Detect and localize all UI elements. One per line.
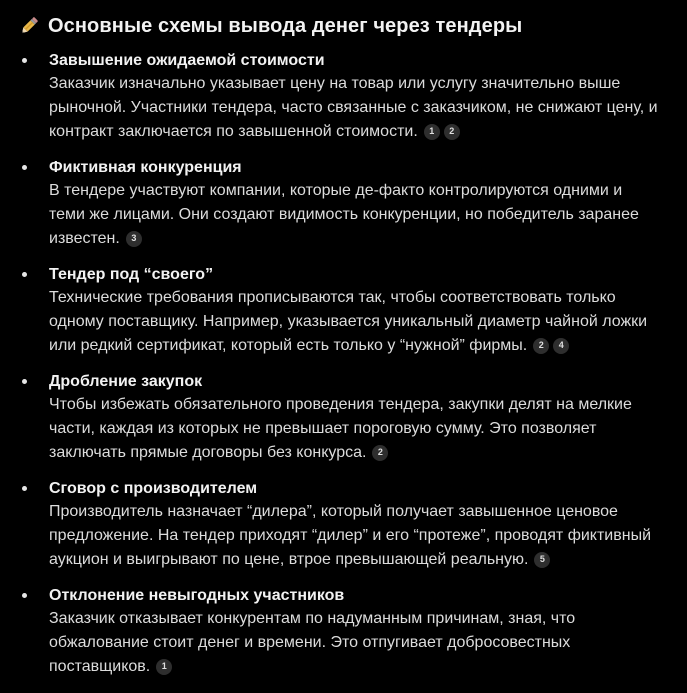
citation-badge[interactable]: 2 [372, 445, 388, 461]
item-description [49, 72, 659, 144]
item-title: Тендер под “своего” [49, 266, 214, 283]
item-title: Дробление закупок [49, 373, 203, 390]
citation-group [372, 445, 388, 461]
citation-group [156, 659, 172, 675]
citation-badge[interactable]: 2 [444, 124, 460, 140]
item-description [49, 607, 659, 679]
section-header [18, 12, 675, 40]
section-title: Основные схемы вывода денег через тендеры [48, 14, 523, 37]
item-description-text: Производитель назначает “дилера”, который получает завышенное ценовое предложение. На тендер приходят “дилер” и его “протеже”, проводят фиктивный аукцион и выигрывают по цене, втрое превышающей реальную. [49, 503, 652, 568]
citation-badge[interactable]: 1 [424, 124, 440, 140]
citation-group [533, 338, 569, 354]
bullet-icon [22, 272, 27, 277]
citation-badge[interactable]: 5 [534, 552, 550, 568]
item-title: Сговор с производителем [49, 480, 258, 497]
item-description-text: Заказчик отказывает конкурентам по надуманным причинам, зная, что обжалование стоит денег и времени. Это отпугивает добросовестных поставщиков. [49, 610, 576, 675]
item-description-text: Чтобы избежать обязательного проведения тендера, закупки делят на мелкие части, каждая из которых не превышает пороговую сумму. Это позволяет заключать прямые договоры без конкурса. [49, 396, 632, 461]
citation-badge[interactable]: 1 [156, 659, 172, 675]
list-item [18, 371, 675, 465]
item-description [49, 179, 659, 251]
item-description [49, 286, 659, 358]
list-item [18, 50, 675, 144]
item-title: Фиктивная конкуренция [49, 159, 242, 176]
item-description-text: В тендере участвуют компании, которые де-факто контролируются одними и теми же лицами. Они создают видимость конкуренции, но победитель заранее известен. [49, 182, 639, 247]
bullet-icon [22, 165, 27, 170]
pencil-icon [18, 15, 40, 37]
citation-group [126, 231, 142, 247]
item-description-text: Технические требования прописываются так, чтобы соответствовать только одному поставщику. Например, указывается уникальный диаметр чайной ложки или редкий сертификат, который есть только у “нужной” фирмы. [49, 289, 648, 354]
citation-group [534, 552, 550, 568]
item-description [49, 393, 659, 465]
citation-badge[interactable]: 3 [126, 231, 142, 247]
bullet-icon [22, 593, 27, 598]
list-item [18, 585, 675, 679]
citation-group [424, 124, 460, 140]
item-title: Отклонение невыгодных участников [49, 587, 345, 604]
bullet-icon [22, 486, 27, 491]
item-description [49, 500, 659, 572]
citation-badge[interactable]: 4 [553, 338, 569, 354]
bullet-icon [22, 58, 27, 63]
schemes-list [18, 50, 675, 679]
list-item [18, 264, 675, 358]
list-item [18, 157, 675, 251]
list-item [18, 478, 675, 572]
citation-badge[interactable]: 2 [533, 338, 549, 354]
item-description-text: Заказчик изначально указывает цену на товар или услугу значительно выше рыночной. Участники тендера, часто связанные с заказчиком, не снижают цену, и контракт заключается по завышенной стоимости. [49, 75, 658, 140]
bullet-icon [22, 379, 27, 384]
item-title: Завышение ожидаемой стоимости [49, 52, 325, 69]
